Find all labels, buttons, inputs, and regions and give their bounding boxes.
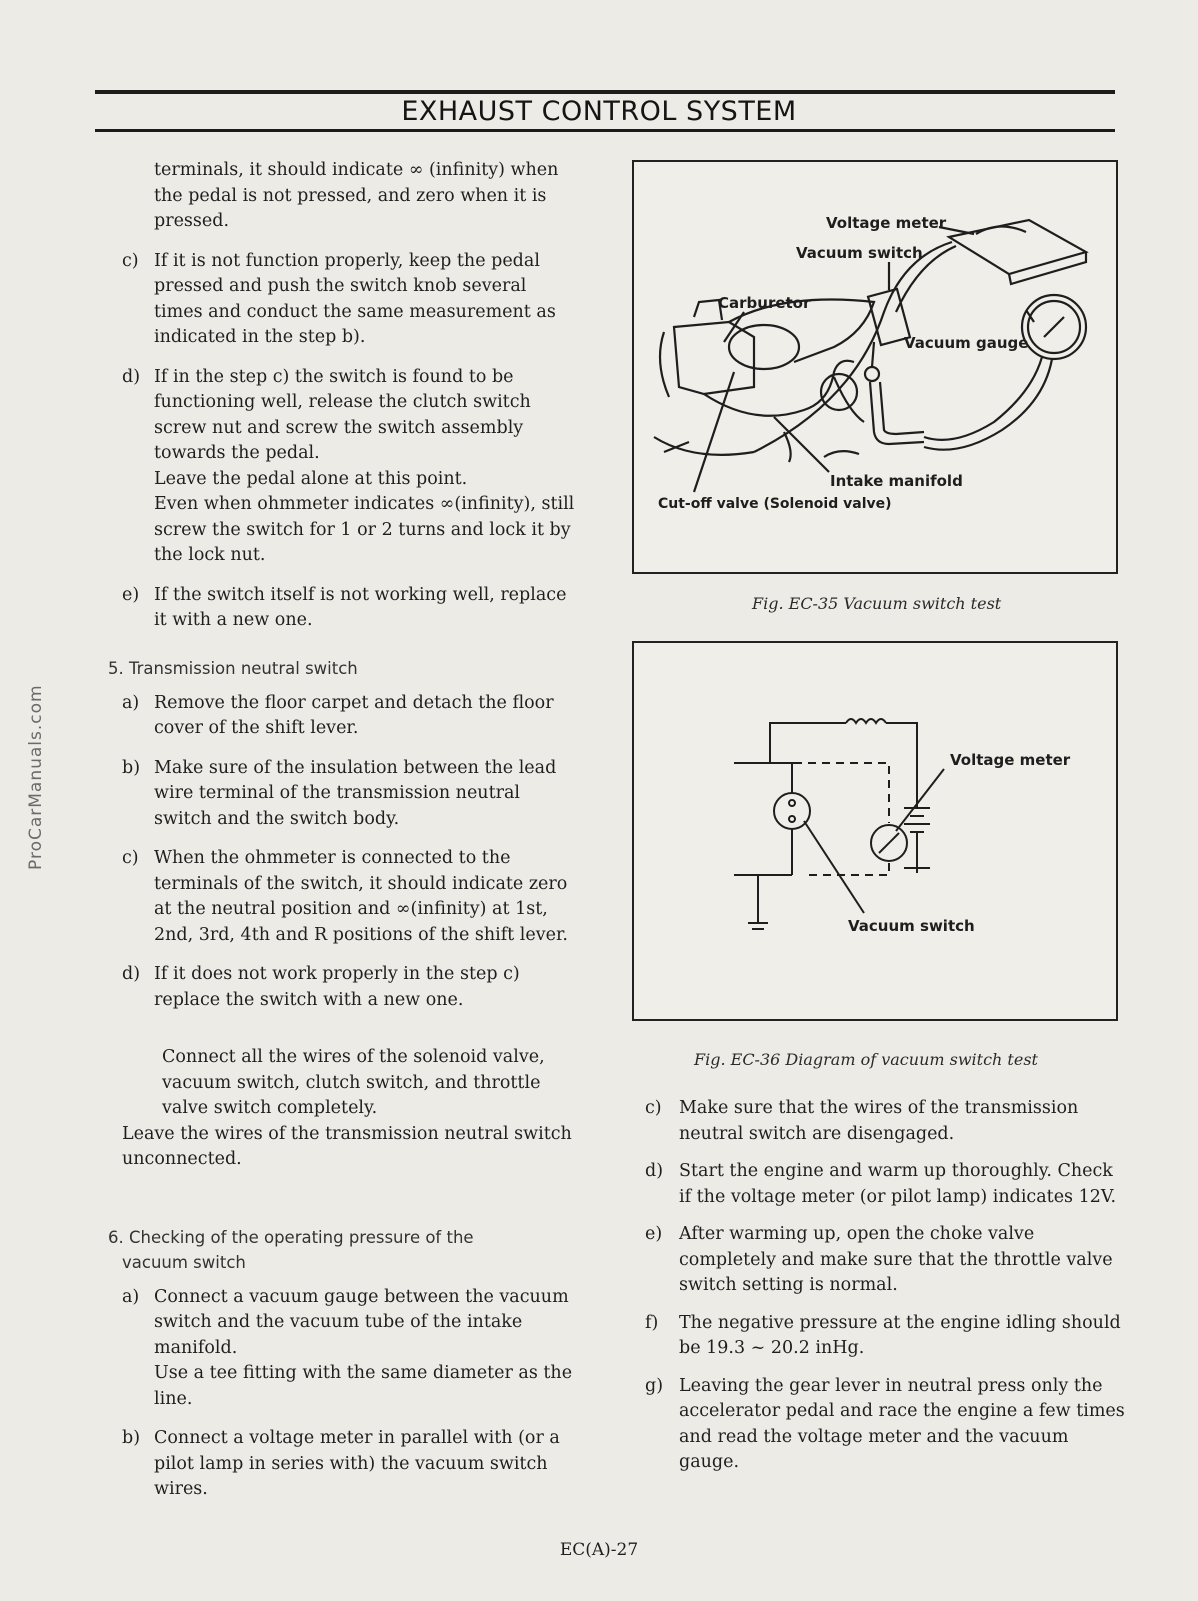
- label-cutoff-valve: Cut-off valve (Solenoid valve): [658, 496, 892, 512]
- air-cleaner: [729, 325, 799, 369]
- step-text: Start the engine and warm up thoroughly. Check if the voltage meter (or pilot lamp) indicates 12V.: [679, 1161, 1117, 1207]
- tee-fitting: [865, 367, 879, 381]
- step-e: [645, 1222, 1125, 1299]
- step-marker: a): [122, 1286, 140, 1307]
- right-column: [645, 1096, 1125, 1488]
- step-text-extra: Even when ohmmeter indicates ∞(infinity), still screw the switch for 1 or 2 turns and lock it by the lock nut.: [154, 494, 575, 565]
- step-marker: f): [645, 1312, 659, 1333]
- watermark: ProCarManuals.com: [26, 684, 46, 870]
- vacuum-hose: [924, 359, 1052, 450]
- step-marker: c): [645, 1098, 662, 1118]
- engine-illustration: [634, 162, 1116, 572]
- step-6a: [108, 1285, 580, 1413]
- section-heading-line: vacuum switch: [122, 1252, 246, 1272]
- page-title: EXHAUST CONTROL SYSTEM: [401, 96, 797, 127]
- figure-diagram-vacuum-switch-test: [632, 641, 1118, 1021]
- step-text: Remove the floor carpet and detach the floor cover of the shift lever.: [154, 692, 554, 738]
- step-text: The negative pressure at the engine idling should be 19.3 ~ 20.2 inHg.: [679, 1312, 1121, 1358]
- step-c: [645, 1096, 1125, 1147]
- step-marker: d): [122, 366, 141, 387]
- step-text: If it does not work properly in the step c) replace the switch with a new one.: [154, 964, 520, 1010]
- step-text: After warming up, open the choke valve completely and make sure that the throttle valve switch setting is normal.: [679, 1224, 1113, 1295]
- voltage-meter-side: [1009, 252, 1086, 284]
- label-voltage-meter: Voltage meter: [950, 751, 1071, 769]
- paragraph-line: Leave the wires of the transmission neutral switch unconnected.: [122, 1123, 572, 1169]
- step-5a: [108, 691, 580, 742]
- step-6b: [108, 1426, 580, 1503]
- vacuum-hose: [924, 357, 1042, 440]
- step-5b: [108, 756, 580, 833]
- step-text: When the ohmmeter is connected to the terminals of the switch, it should indicate zero at the neutral position and ∞(infinity) at 1st, 2nd, 3rd, 4th and R positions of the shift lever.: [154, 848, 568, 945]
- leader-line: [896, 769, 944, 831]
- circuit-diagram: [634, 643, 1116, 1019]
- step-5d: [108, 962, 580, 1013]
- step-marker: b): [122, 757, 141, 778]
- step-text: Connect a voltage meter in parallel with (or a pilot lamp in series with) the vacuum switch wires.: [154, 1428, 560, 1499]
- paragraph-line: Connect all the wires of the solenoid valve, vacuum switch, clutch switch, and throttle valve switch completely.: [162, 1047, 545, 1118]
- step-marker: c): [122, 250, 139, 271]
- step-text: Make sure that the wires of the transmission neutral switch are disengaged.: [679, 1098, 1079, 1144]
- meter-branch-wire: [804, 863, 889, 875]
- step-marker: d): [645, 1161, 664, 1181]
- leader-line: [774, 417, 829, 472]
- figure-vacuum-switch-test: [632, 160, 1118, 574]
- step-text: Make sure of the insulation between the lead wire terminal of the transmission neutral switch and the switch body.: [154, 757, 557, 829]
- figure-36-caption: Fig. EC-36 Diagram of vacuum switch test: [694, 1050, 1038, 1069]
- step-text-extra: Use a tee fitting with the same diameter as the line.: [154, 1363, 573, 1409]
- section-heading-5: 5. Transmission neutral switch: [108, 658, 358, 678]
- step-marker: e): [645, 1224, 663, 1244]
- section-heading-6: [108, 1225, 580, 1275]
- step-marker: c): [122, 848, 139, 868]
- left-column: [108, 158, 580, 1517]
- step-text: Leaving the gear lever in neutral press only the accelerator pedal and race the engine a few times and read the voltage meter and the vacuum gauge.: [679, 1375, 1125, 1472]
- meter-dial: [976, 226, 1026, 234]
- step-marker: a): [122, 692, 140, 713]
- leader-line: [804, 821, 864, 913]
- header-rule-bottom: [95, 129, 1115, 132]
- circuit-wire: [770, 723, 846, 763]
- battery-symbol: [904, 808, 930, 832]
- step-text-extra: Leave the pedal alone at this point.: [154, 468, 468, 489]
- label-voltage-meter: Voltage meter: [826, 214, 947, 232]
- ground-symbol: [748, 923, 768, 929]
- step-marker: d): [122, 964, 141, 984]
- label-vacuum-gauge: Vacuum gauge: [904, 334, 1029, 352]
- step-4e: [108, 583, 580, 634]
- meter-branch-wire: [794, 763, 889, 823]
- figure-35-caption: Fig. EC-35 Vacuum switch test: [752, 594, 1002, 613]
- header-rule-top: [95, 90, 1115, 94]
- label-intake-manifold: Intake manifold: [830, 472, 963, 490]
- carburetor-body: [674, 322, 754, 394]
- step-4d: [108, 365, 580, 569]
- section-heading-line: 6. Checking of the operating pressure of the: [108, 1227, 474, 1247]
- step-marker: b): [122, 1428, 141, 1448]
- leader-line: [724, 312, 744, 342]
- step-text: If it is not function properly, keep the pedal pressed and push the switch knob several times and conduct the same measurement as indicated in the step b).: [154, 250, 556, 347]
- page-number: EC(A)-27: [559, 1540, 639, 1560]
- circuit-wire: [886, 723, 917, 781]
- connection-paragraph: [122, 1045, 580, 1173]
- switch-stem: [872, 342, 874, 367]
- step-g: [645, 1374, 1125, 1476]
- step-5c: [108, 846, 580, 948]
- step-d: [645, 1159, 1125, 1210]
- pilot-lamp-coil: [846, 719, 886, 723]
- continuation-text: terminals, it should indicate ∞ (infinity) when the pedal is not pressed, and zero when it is pressed.: [154, 160, 559, 231]
- step-text: If the switch itself is not working well, replace it with a new one.: [154, 584, 567, 630]
- step-marker: e): [122, 584, 140, 605]
- step-4c: [108, 249, 580, 351]
- label-carburetor: Carburetor: [718, 294, 811, 312]
- step-marker: g): [645, 1375, 664, 1396]
- step-f: [645, 1311, 1125, 1362]
- step-text: Connect a vacuum gauge between the vacuum switch and the vacuum tube of the intake manifold.: [154, 1286, 569, 1358]
- label-vacuum-switch: Vacuum switch: [796, 244, 923, 262]
- leader-line: [694, 372, 734, 492]
- label-vacuum-switch: Vacuum switch: [848, 917, 975, 935]
- step-text: If in the step c) the switch is found to be functioning well, release the clutch switch screw nut and screw the switch assembly towards the pedal.: [154, 366, 531, 463]
